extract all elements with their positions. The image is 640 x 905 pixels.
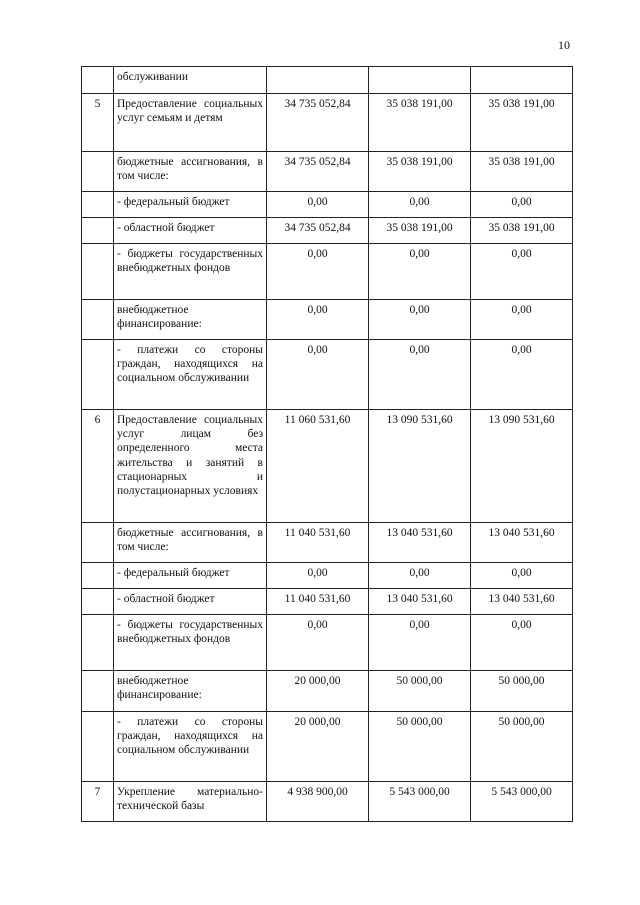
value-cell: 35 038 191,00 [471, 94, 573, 152]
row-description: - областной бюджет [114, 218, 267, 244]
value-cell: 0,00 [267, 563, 369, 589]
value-cell: 0,00 [267, 192, 369, 218]
table-row [82, 94, 573, 152]
table-row [82, 152, 573, 192]
row-number [82, 218, 114, 244]
row-description: - федеральный бюджет [114, 192, 267, 218]
value-cell: 13 040 531,60 [369, 589, 471, 615]
row-number [82, 340, 114, 410]
value-cell: 11 040 531,60 [267, 523, 369, 563]
value-cell: 0,00 [369, 244, 471, 300]
value-cell: 50 000,00 [369, 712, 471, 782]
value-cell: 11 060 531,60 [267, 410, 369, 523]
row-number [82, 712, 114, 782]
table-row [82, 589, 573, 615]
value-cell: 11 040 531,60 [267, 589, 369, 615]
table-row [82, 782, 573, 822]
budget-table [81, 66, 573, 822]
row-number: 5 [82, 94, 114, 152]
row-description: - платежи со стороны граждан, находящихся на социальном обслуживании [114, 712, 267, 782]
row-number [82, 152, 114, 192]
table-row [82, 671, 573, 712]
value-cell: 50 000,00 [471, 671, 573, 712]
table-row [82, 244, 573, 300]
value-cell: 0,00 [471, 300, 573, 340]
table-row [82, 712, 573, 782]
value-cell: 0,00 [471, 563, 573, 589]
value-cell: 0,00 [267, 244, 369, 300]
row-number: 7 [82, 782, 114, 822]
value-cell: 20 000,00 [267, 671, 369, 712]
value-cell [471, 67, 573, 94]
page-number: 10 [558, 38, 570, 52]
value-cell: 13 090 531,60 [471, 410, 573, 523]
value-cell: 13 090 531,60 [369, 410, 471, 523]
value-cell: 0,00 [471, 340, 573, 410]
table-row [82, 300, 573, 340]
value-cell: 0,00 [471, 615, 573, 671]
value-cell: 13 040 531,60 [471, 589, 573, 615]
row-description: - бюджеты государственных внебюджетных фондов [114, 615, 267, 671]
row-description: внебюджетное финансирование: [114, 671, 267, 712]
table-row [82, 410, 573, 523]
table-row [82, 218, 573, 244]
value-cell [267, 67, 369, 94]
value-cell: 0,00 [267, 340, 369, 410]
table-row [82, 67, 573, 94]
row-description: - федеральный бюджет [114, 563, 267, 589]
row-number [82, 563, 114, 589]
value-cell: 34 735 052,84 [267, 94, 369, 152]
value-cell: 0,00 [267, 615, 369, 671]
value-cell: 13 040 531,60 [471, 523, 573, 563]
row-description: Укрепление материально-технической базы [114, 782, 267, 822]
value-cell: 0,00 [471, 192, 573, 218]
value-cell: 0,00 [369, 615, 471, 671]
value-cell: 0,00 [369, 563, 471, 589]
value-cell: 35 038 191,00 [471, 152, 573, 192]
row-number [82, 67, 114, 94]
row-number [82, 671, 114, 712]
row-number [82, 244, 114, 300]
value-cell: 35 038 191,00 [369, 94, 471, 152]
value-cell: 35 038 191,00 [369, 152, 471, 192]
value-cell: 34 735 052,84 [267, 152, 369, 192]
value-cell: 20 000,00 [267, 712, 369, 782]
row-number [82, 192, 114, 218]
value-cell: 0,00 [369, 340, 471, 410]
value-cell: 35 038 191,00 [471, 218, 573, 244]
table-row [82, 340, 573, 410]
value-cell: 35 038 191,00 [369, 218, 471, 244]
row-number: 6 [82, 410, 114, 523]
table-row [82, 615, 573, 671]
value-cell: 34 735 052,84 [267, 218, 369, 244]
table-row [82, 192, 573, 218]
table-row [82, 563, 573, 589]
row-description: - областной бюджет [114, 589, 267, 615]
row-description: Предоставление социальных услуг семьям и детям [114, 94, 267, 152]
row-number [82, 615, 114, 671]
row-number [82, 300, 114, 340]
value-cell [369, 67, 471, 94]
value-cell: 0,00 [267, 300, 369, 340]
row-description: бюджетные ассигнования, в том числе: [114, 523, 267, 563]
value-cell: 0,00 [369, 192, 471, 218]
value-cell: 5 543 000,00 [369, 782, 471, 822]
value-cell: 0,00 [369, 300, 471, 340]
row-number [82, 523, 114, 563]
value-cell: 50 000,00 [471, 712, 573, 782]
value-cell: 0,00 [471, 244, 573, 300]
table-row [82, 523, 573, 563]
row-description: внебюджетное финансирование: [114, 300, 267, 340]
value-cell: 50 000,00 [369, 671, 471, 712]
row-number [82, 589, 114, 615]
row-description: - бюджеты государственных внебюджетных фондов [114, 244, 267, 300]
row-description: - платежи со стороны граждан, находящихся на социальном обслуживании [114, 340, 267, 410]
row-description: бюджетные ассигнования, в том числе: [114, 152, 267, 192]
value-cell: 4 938 900,00 [267, 782, 369, 822]
value-cell: 5 543 000,00 [471, 782, 573, 822]
row-description: Предоставление социальных услуг лицам без определенного места жительства и занятий в стационарных и полустационарных условиях [114, 410, 267, 523]
value-cell: 13 040 531,60 [369, 523, 471, 563]
row-description: обслуживании [114, 67, 267, 94]
